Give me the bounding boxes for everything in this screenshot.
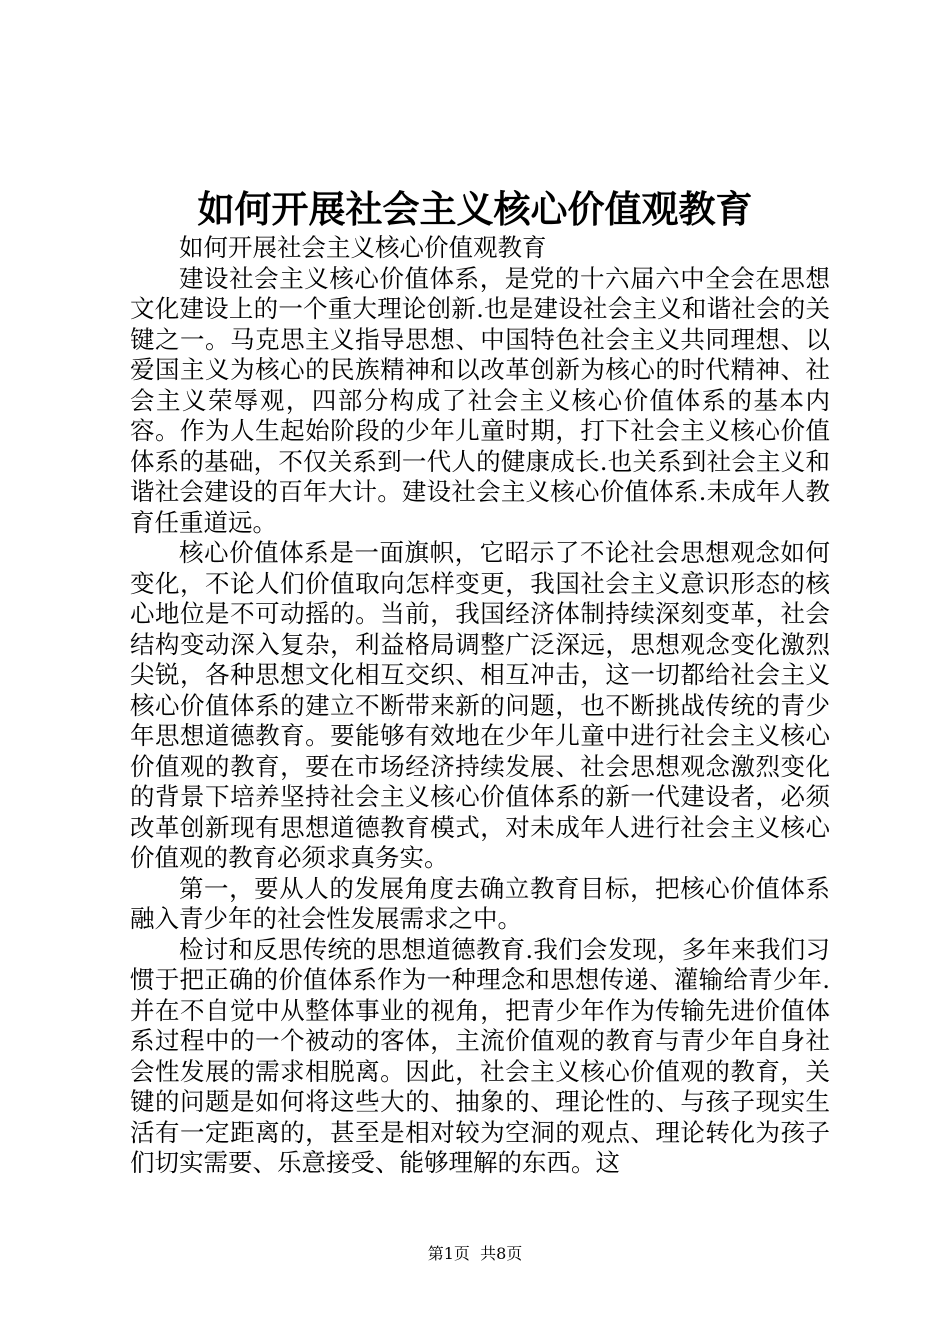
paragraph: 第一，要从人的发展角度去确立教育目标，把核心价值体系融入青少年的社会性发展需求之中。 <box>130 873 830 933</box>
document-title: 如何开展社会主义核心价值观教育 <box>197 187 753 231</box>
paragraph-subtitle: 如何开展社会主义核心价值观教育 <box>179 233 547 262</box>
document-body <box>130 233 830 1179</box>
footer-spacer <box>470 1244 480 1263</box>
page-total: 共8页 <box>480 1244 523 1263</box>
page-number: 第1页 <box>427 1244 470 1263</box>
page-footer <box>0 1244 950 1264</box>
paragraph: 建设社会主义核心价值体系，是党的十六届六中全会在思想文化建设上的一个重大理论创新.也是建设社会主义和谐社会的关键之一。马克思主义指导思想、中国特色社会主义共同理想、以爱国主义为核心的民族精神和以改革创新为核心的时代精神、社会主义荣辱观，四部分构成了社会主义核心价值体系的基本内容。作为人生起始阶段的少年儿童时期，打下社会主义核心价值体系的基础，不仅关系到一代人的健康成长.也关系到社会主义和谐社会建设的百年大计。建设社会主义核心价值体系.未成年人教育任重道远。 <box>130 263 830 537</box>
paragraph: 核心价值体系是一面旗帜，它昭示了不论社会思想观念如何变化，不论人们价值取向怎样变更，我国社会主义意识形态的核心地位是不可动摇的。当前，我国经济体制持续深刻变革，社会结构变动深入复杂，利益格局调整广泛深远，思想观念变化激烈尖锐，各种思想文化相互交织、相互冲击，这一切都给社会主义核心价值体系的建立不断带来新的问题，也不断挑战传统的青少年思想道德教育。要能够有效地在少年儿童中进行社会主义核心价值观的教育，要在市场经济持续发展、社会思想观念激烈变化的背景下培养坚持社会主义核心价值体系的新一代建设者，必须改革创新现有思想道德教育模式，对未成年人进行社会主义核心价值观的教育必须求真务实。 <box>130 538 830 872</box>
paragraph: 检讨和反思传统的思想道德教育.我们会发现，多年来我们习惯于把正确的价值体系作为一种理念和思想传递、灌输给青少年.并在不自觉中从整体事业的视角，把青少年作为传输先进价值体系过程中的一个被动的客体，主流价值观的教育与青少年自身社会性发展的需求相脱离。因此，社会主义核心价值观的教育，关键的问题是如何将这些大的、抽象的、理论性的、与孩子现实生活有一定距离的，甚至是相对较为空洞的观点、理论转化为孩子们切实需要、乐意接受、能够理解的东西。这 <box>130 934 830 1177</box>
